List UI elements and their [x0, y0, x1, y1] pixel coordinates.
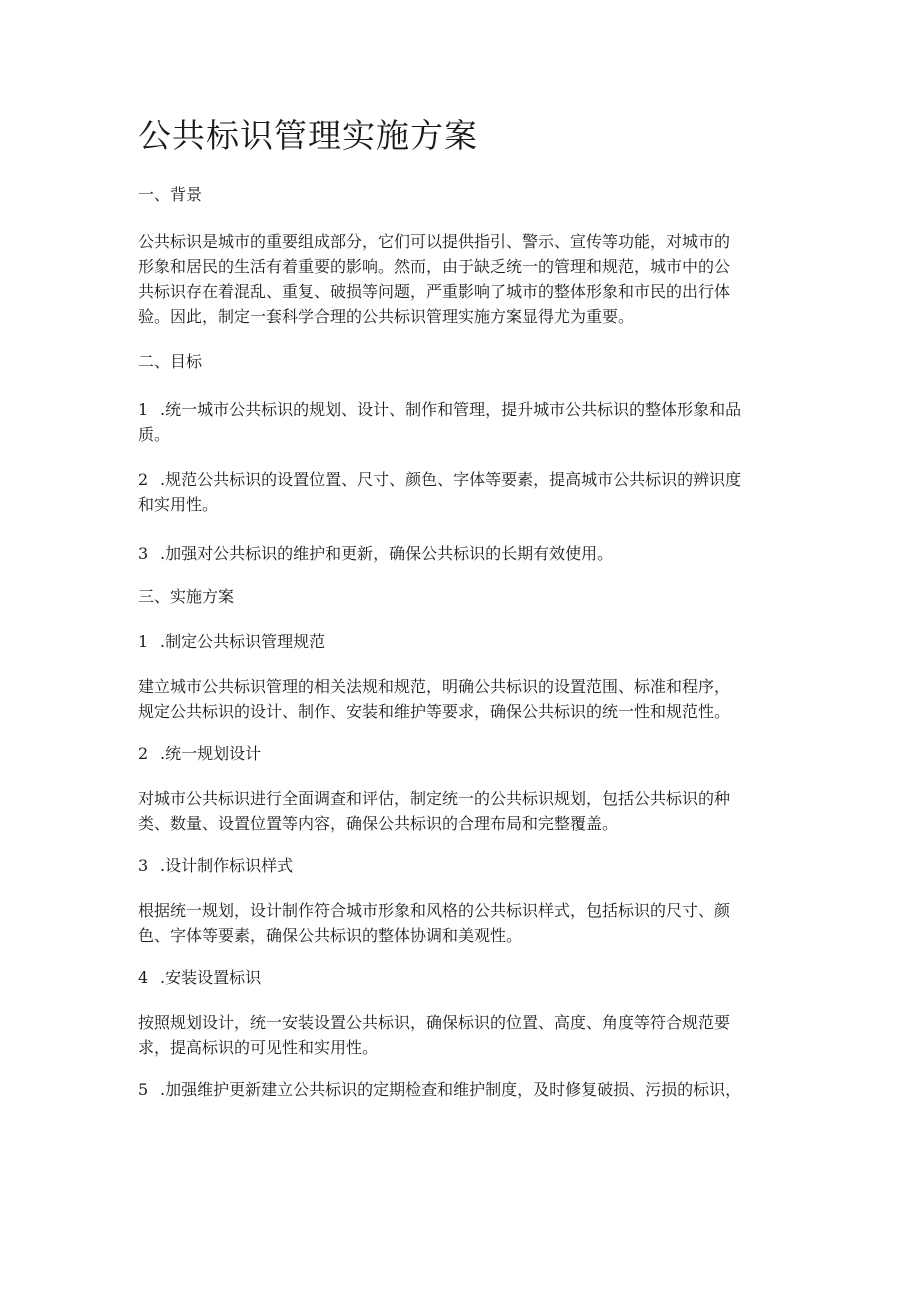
plan-step-1-body: [138, 674, 778, 724]
step-title-line: [138, 853, 778, 878]
paragraph-line: 公共标识是城市的重要组成部分，它们可以提供指引、警示、宣传等功能，对城市的: [138, 232, 731, 251]
step-title-line: [138, 965, 778, 990]
paragraph-line: 验。因此，制定一套科学合理的公共标识管理实施方案显得尤为重要。: [138, 307, 635, 326]
plan-step-4-title: [138, 965, 778, 990]
goal-item-1: [138, 397, 778, 447]
step-number: 5: [138, 1080, 149, 1099]
section-heading-background: 一、背景: [138, 185, 203, 204]
goal-line: 质。: [138, 425, 171, 444]
paragraph-line: 规定公共标识的设计、制作、安装和维护等要求，确保公共标识的统一性和规范性。: [138, 702, 731, 721]
paragraph-line: 共标识存在着混乱、重复、破损等问题，严重影响了城市的整体形象和市民的出行体: [138, 282, 731, 301]
goal-number: 2: [138, 470, 149, 489]
goal-text: .统一城市公共标识的规划、设计、制作和管理，提升城市公共标识的整体形象和品: [160, 400, 742, 419]
goal-item-2: [138, 467, 778, 517]
goal-number: 1: [138, 400, 149, 419]
step-title: .制定公共标识管理规范: [160, 632, 326, 651]
goal-text: .规范公共标识的设置位置、尺寸、颜色、字体等要素，提高城市公共标识的辨识度: [160, 470, 742, 489]
plan-step-2-title: [138, 741, 778, 766]
paragraph-line: 色、字体等要素，确保公共标识的整体协调和美观性。: [138, 926, 523, 945]
goal-line: [138, 467, 778, 492]
step-number: 1: [138, 632, 149, 651]
paragraph-line: 形象和居民的生活有着重要的影响。然而，由于缺乏统一的管理和规范，城市中的公: [138, 257, 731, 276]
paragraph-line: 按照规划设计，统一安装设置公共标识，确保标识的位置、高度、角度等符合规范要: [138, 1013, 731, 1032]
background-paragraph: [138, 229, 778, 329]
plan-step-1-title: [138, 629, 778, 654]
step-title: .统一规划设计: [160, 744, 262, 763]
goal-line: [138, 397, 778, 422]
step-number: 3: [138, 856, 149, 875]
paragraph-line: 类、数量、设置位置等内容，确保公共标识的合理布局和完整覆盖。: [138, 814, 619, 833]
step-title: .加强维护更新建立公共标识的定期检查和维护制度，及时修复破损、污损的标识，: [160, 1080, 742, 1099]
paragraph-line: 求，提高标识的可见性和实用性。: [138, 1038, 379, 1057]
section-heading-goals: 二、目标: [138, 352, 203, 371]
step-title-line: [138, 629, 778, 654]
step-title-line: [138, 1077, 778, 1102]
step-title: .设计制作标识样式: [160, 856, 294, 875]
paragraph-line: 根据统一规划，设计制作符合城市形象和风格的公共标识样式，包括标识的尺寸、颜: [138, 901, 731, 920]
plan-step-2-body: [138, 786, 778, 836]
goal-item-3: [138, 541, 778, 566]
plan-step-3-title: [138, 853, 778, 878]
step-number: 2: [138, 744, 149, 763]
section-heading-plan: 三、实施方案: [138, 587, 235, 606]
plan-step-4-body: [138, 1010, 778, 1060]
paragraph-line: 建立城市公共标识管理的相关法规和规范，明确公共标识的设置范围、标准和程序，: [138, 677, 731, 696]
goal-line: 和实用性。: [138, 495, 219, 514]
step-title: .安装设置标识: [160, 968, 262, 987]
step-number: 4: [138, 968, 149, 987]
goal-number: 3: [138, 544, 149, 563]
page-title: 公共标识管理实施方案: [138, 116, 478, 155]
plan-step-5-title: [138, 1077, 778, 1102]
goal-line: [138, 541, 778, 566]
plan-step-3-body: [138, 898, 778, 948]
step-title-line: [138, 741, 778, 766]
goal-text: .加强对公共标识的维护和更新，确保公共标识的长期有效使用。: [160, 544, 614, 563]
paragraph-line: 对城市公共标识进行全面调查和评估，制定统一的公共标识规划，包括公共标识的种: [138, 789, 731, 808]
